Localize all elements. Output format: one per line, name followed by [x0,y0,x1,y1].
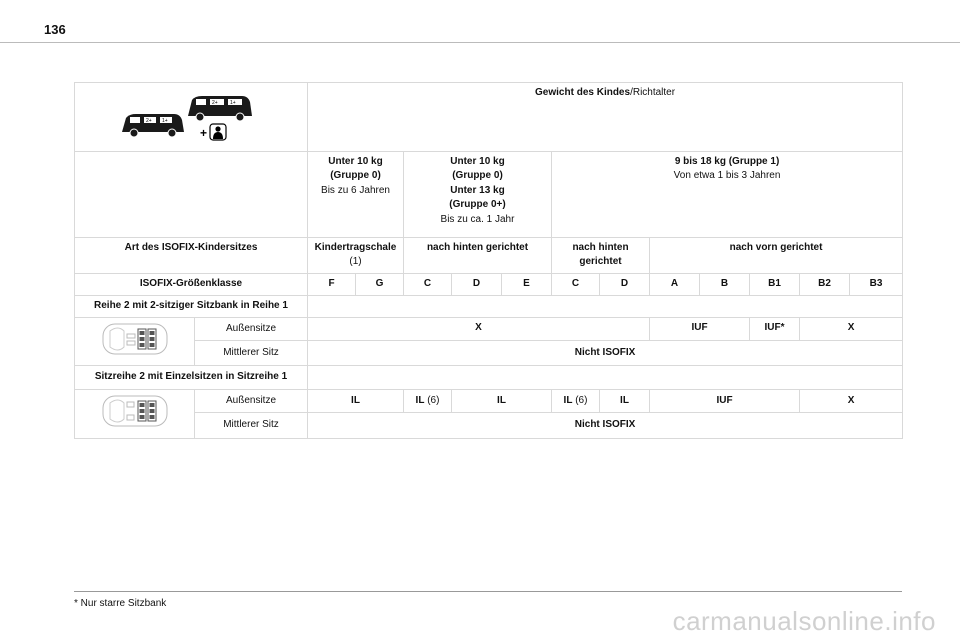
single-seats-layout-icon [100,393,170,429]
section2-title: Sitzreihe 2 mit Einzelsitzen in Sitzreihe 1 [75,366,308,390]
carrycot-cell: Kindertragschale (1) [308,237,404,273]
svg-text:2+: 2+ [146,118,152,124]
section1-middle-label: Mittlerer Sitz [223,346,279,358]
size-class-cell: F [308,273,356,295]
section2-title-row [75,366,903,390]
section2-il-1: IL [308,390,404,413]
size-class-cell: B3 [850,273,903,295]
svg-text:2+: 2+ [212,100,218,106]
section1-title: Reihe 2 mit 2-sitziger Sitzbank in Reihe 1 [75,295,308,317]
section2-il-3: IL [452,390,552,413]
seat-layout-icon-cell [75,390,195,438]
bench-seat-layout-icon [100,321,170,357]
size-class-label: ISOFIX-Größenklasse [75,273,308,295]
isofix-table [74,82,903,439]
van-rear-icon [122,114,184,137]
section1-outer-label: Außensitze [195,318,307,341]
size-class-cell: A [650,273,700,295]
size-class-cell: D [452,273,502,295]
svg-text:1+: 1+ [162,118,168,124]
section1-outer-x2: X [800,317,903,340]
group-0-cell: Unter 10 kg (Gruppe 0) Bis zu 6 Jahren [308,151,404,237]
child-weight-header: Gewicht des Kindes/Richtalter [308,83,903,152]
size-class-cell: B [700,273,750,295]
section2-iuf: IUF [650,390,800,413]
section2-x: X [800,390,903,413]
svg-text:1+: 1+ [230,100,236,106]
section1-middle-value: Nicht ISOFIX [308,340,903,365]
section2-middle-value: Nicht ISOFIX [308,413,903,438]
watermark: carmanualsonline.info [672,606,936,636]
section1-outer-row [75,317,903,340]
top-divider [0,42,960,43]
seat-types-row [75,237,903,273]
size-class-cell: G [356,273,404,295]
weight-groups-row [75,151,903,237]
group-0plus-cell: Unter 10 kg (Gruppe 0) Unter 13 kg (Gruppe 0+) Bis zu ca. 1 Jahr [404,151,552,237]
rear-facing-cell-2: nach hinten gerichtet [552,237,650,273]
size-class-cell: B1 [750,273,800,295]
seat-type-label: Art des ISOFIX-Kindersitzes [75,237,308,273]
group-1-cell: 9 bis 18 kg (Gruppe 1) Von etwa 1 bis 3 Jahren [552,151,903,237]
header-row [75,83,903,152]
child-seat-icon [210,124,226,140]
size-class-cell: C [404,273,452,295]
van-front-icon [188,96,252,121]
size-class-cell: C [552,273,600,295]
section2-outer-label: Außensitze [195,390,307,413]
section2-il-5: IL [600,390,650,413]
section2-il-4: IL (6) [552,390,600,413]
section1-outer-iuf-star: IUF* [750,317,800,340]
section1-title-row [75,295,903,317]
section2-middle-label: Mittlerer Sitz [223,419,279,430]
section1-outer-iuf: IUF [650,317,750,340]
vehicle-icon-cell [75,83,308,152]
seat-layout-icon-cell [75,318,195,366]
size-class-cell: D [600,273,650,295]
section2-outer-row [75,390,903,413]
rear-facing-cell-1: nach hinten gerichtet [404,237,552,273]
plus-sign: + [200,126,208,140]
bottom-divider [74,591,902,592]
vans-child-seat-icon [116,86,266,142]
footnote: * Nur starre Sitzbank [74,598,167,609]
forward-facing-cell: nach vorn gerichtet [650,237,903,273]
size-class-row [75,273,903,295]
size-class-cell: B2 [800,273,850,295]
page-number: 136 [44,22,66,37]
section1-outer-x: X [308,317,650,340]
section2-il-2: IL (6) [404,390,452,413]
size-class-cell: E [502,273,552,295]
